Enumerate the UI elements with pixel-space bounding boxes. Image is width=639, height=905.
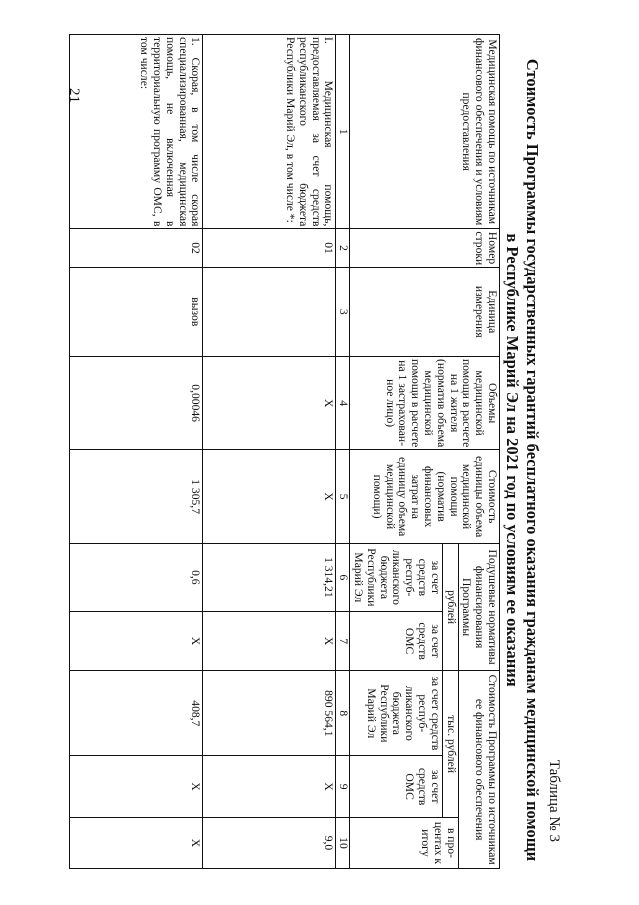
col-number: 4 (336, 356, 350, 449)
row-name: I. Медицинская помощь, предоставляемая за счет средств республиканского бюджета Республики Марий Эл, в том числе *: (203, 35, 336, 229)
title-line-2: в Республике Марий Эл на 2021 год по условиям ее оказания (503, 233, 522, 687)
table-container (69, 34, 500, 869)
header-cost-oms: за счет средств ОМС (350, 756, 443, 818)
table-row (70, 35, 203, 869)
row-name: 1. Скорая, в том числе скорая специализированная, медицинская помощь, не включенная в территориальную программу ОМС, в том числе: (70, 35, 203, 229)
row-per-capita-oms: X (203, 611, 336, 670)
header-row-1 (458, 35, 499, 869)
row-volume: 0,00046 (70, 356, 203, 449)
row-per-capita-rb: 1 314,21 (203, 543, 336, 611)
col-number: 10 (336, 817, 350, 868)
header-medical-care: Медицинская помощь по источникам финансового обеспечения и условиям предоставления (350, 35, 500, 229)
header-unit-cost: Стоимость единицы объема медицинской помощи (норматив финансовых затрат на единицу объема медицинской помощи) (350, 450, 500, 543)
col-number: 5 (336, 450, 350, 543)
row-unit-cost: 1 305,7 (70, 450, 203, 543)
title-line-1: Стоимость Программы государственных гарантий бесплатного оказания гражданам медицинской помощи (523, 58, 542, 862)
rotated-content (32, 30, 592, 880)
header-cost-rb: за счет средств респуб-ликанского бюджета Республики Марий Эл (350, 671, 443, 756)
row-cost-rb: 890 564,1 (203, 671, 336, 756)
header-program-cost-group: Стоимость Программы по источникам ее финансового обеспечения (458, 671, 499, 869)
col-number: 9 (336, 756, 350, 818)
row-unit-cost: X (203, 450, 336, 543)
col-number: 3 (336, 267, 350, 356)
header-cost-unit: тыс. рублей (442, 671, 458, 818)
header-per-capita-group: Подушевые нормативы финансирования Программы (458, 543, 499, 670)
col-number: 7 (336, 611, 350, 670)
header-per-capita-rb: за счет средств респуб-ликанского бюджета Республики Марий Эл (350, 543, 443, 611)
table-number: Таблица № 3 (546, 759, 562, 842)
row-line-number: 01 (203, 229, 336, 267)
row-percent: 9,0 (203, 817, 336, 868)
row-percent: X (70, 817, 203, 868)
table-row (203, 35, 336, 869)
col-number: 1 (336, 35, 350, 229)
page-number: 21 (66, 88, 82, 103)
row-per-capita-oms: X (70, 611, 203, 670)
header-line-number: Номер строки (350, 229, 500, 267)
column-numbers-row (336, 35, 350, 869)
header-unit: Единица измерения (350, 267, 500, 356)
row-volume: X (203, 356, 336, 449)
row-cost-oms: X (70, 756, 203, 818)
document-title (502, 30, 542, 890)
row-line-number: 02 (70, 229, 203, 267)
header-per-capita-unit: рублей (442, 543, 458, 670)
row-per-capita-rb: 0,6 (70, 543, 203, 611)
header-percent: в про-центах к итогу (350, 817, 458, 868)
col-number: 2 (336, 229, 350, 267)
row-cost-rb: 408,7 (70, 671, 203, 756)
header-per-capita-oms: за счет средств ОМС (350, 611, 443, 670)
row-unit: вызов (70, 267, 203, 356)
header-volume: Объемы медицинской помощи в расчете на 1 жителя (норматив объема медицинской помощи в расчете на 1 застрахован-ное лицо) (350, 356, 500, 449)
row-unit (203, 267, 336, 356)
row-cost-oms: X (203, 756, 336, 818)
cost-table (69, 34, 500, 869)
col-number: 6 (336, 543, 350, 611)
col-number: 8 (336, 671, 350, 756)
